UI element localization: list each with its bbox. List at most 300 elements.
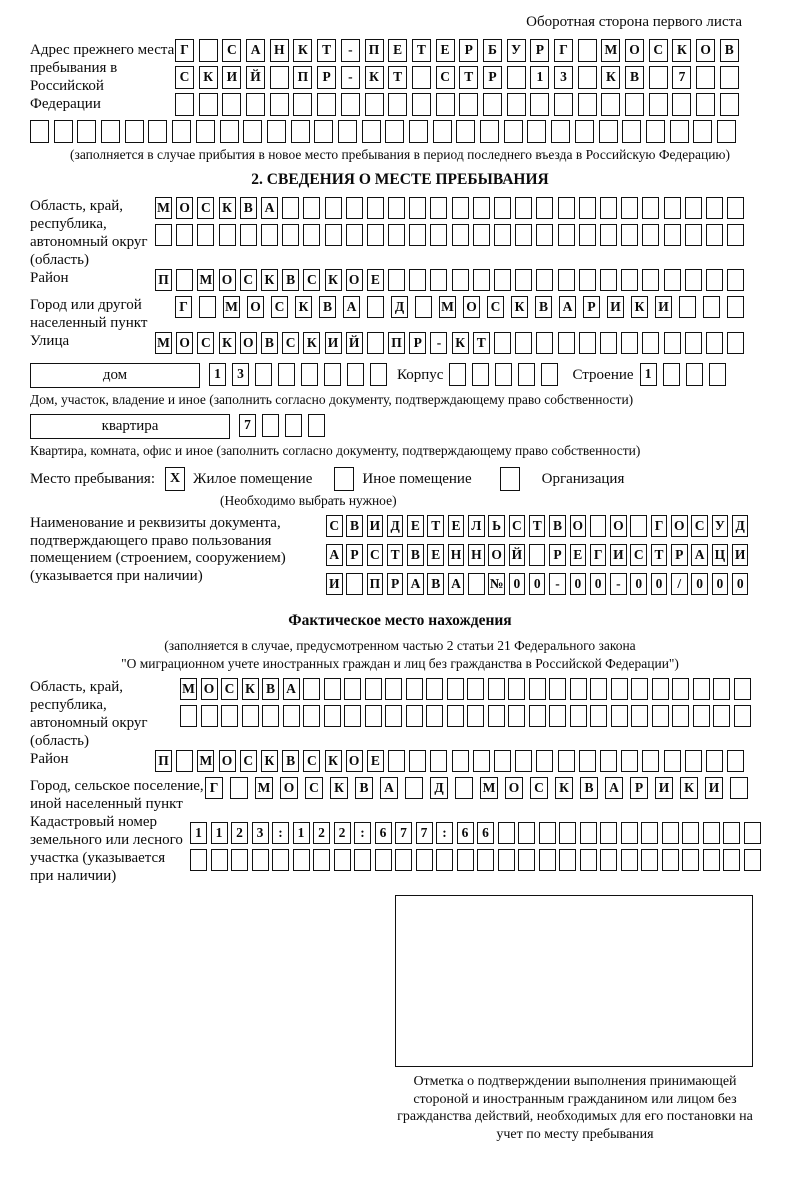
char-cell[interactable]: [641, 822, 658, 844]
char-cell[interactable]: Т: [387, 544, 404, 566]
char-cell[interactable]: К: [219, 332, 236, 354]
char-cell[interactable]: [621, 269, 638, 291]
char-cell[interactable]: [459, 93, 478, 116]
char-cell[interactable]: [488, 678, 505, 700]
char-cell[interactable]: 1: [640, 363, 657, 386]
char-cell[interactable]: [642, 332, 659, 354]
char-cell[interactable]: [685, 224, 702, 246]
char-cell[interactable]: В: [282, 269, 299, 291]
char-cell[interactable]: [508, 678, 525, 700]
char-cell[interactable]: Т: [427, 515, 444, 537]
char-cell[interactable]: [176, 750, 193, 772]
char-cell[interactable]: [696, 93, 715, 116]
char-cell[interactable]: Т: [388, 66, 407, 89]
char-cell[interactable]: [303, 197, 320, 219]
char-cell[interactable]: О: [219, 750, 236, 772]
char-cell[interactable]: 0: [630, 573, 647, 595]
char-cell[interactable]: [412, 66, 431, 89]
char-cell[interactable]: С: [509, 515, 526, 537]
char-cell[interactable]: [231, 849, 248, 871]
char-cell[interactable]: Т: [529, 515, 546, 537]
char-cell[interactable]: Р: [630, 777, 648, 799]
char-cell[interactable]: [409, 750, 426, 772]
char-cell[interactable]: Р: [459, 39, 478, 62]
char-cell[interactable]: [744, 822, 761, 844]
char-cell[interactable]: О: [625, 39, 644, 62]
char-cell[interactable]: [494, 269, 511, 291]
char-cell[interactable]: К: [261, 269, 278, 291]
char-cell[interactable]: М: [155, 332, 172, 354]
char-cell[interactable]: [176, 269, 193, 291]
char-cell[interactable]: [536, 750, 553, 772]
char-cell[interactable]: К: [330, 777, 348, 799]
char-cell[interactable]: [536, 269, 553, 291]
char-cell[interactable]: 7: [395, 822, 412, 844]
char-cell[interactable]: [222, 93, 241, 116]
char-cell[interactable]: К: [303, 332, 320, 354]
char-cell[interactable]: [467, 705, 484, 727]
char-cell[interactable]: А: [605, 777, 623, 799]
char-cell[interactable]: [536, 332, 553, 354]
char-cell[interactable]: О: [570, 515, 587, 537]
char-cell[interactable]: [554, 93, 573, 116]
char-cell[interactable]: [734, 705, 751, 727]
char-cell[interactable]: Б: [483, 39, 502, 62]
char-cell[interactable]: К: [555, 777, 573, 799]
char-cell[interactable]: [515, 750, 532, 772]
char-cell[interactable]: Т: [317, 39, 336, 62]
char-cell[interactable]: [196, 120, 215, 143]
char-cell[interactable]: [507, 66, 526, 89]
char-cell[interactable]: [720, 93, 739, 116]
char-cell[interactable]: [590, 705, 607, 727]
char-cell[interactable]: [344, 678, 361, 700]
char-cell[interactable]: 0: [712, 573, 729, 595]
char-cell[interactable]: [600, 269, 617, 291]
char-cell[interactable]: [642, 224, 659, 246]
char-cell[interactable]: [693, 120, 712, 143]
char-cell[interactable]: Л: [468, 515, 485, 537]
char-cell[interactable]: [664, 332, 681, 354]
char-cell[interactable]: [686, 363, 703, 386]
char-cell[interactable]: [621, 224, 638, 246]
char-cell[interactable]: М: [180, 678, 197, 700]
char-cell[interactable]: 3: [252, 822, 269, 844]
char-cell[interactable]: К: [295, 296, 312, 318]
char-cell[interactable]: [664, 224, 681, 246]
char-cell[interactable]: [447, 678, 464, 700]
char-cell[interactable]: О: [346, 750, 363, 772]
char-cell[interactable]: :: [354, 822, 371, 844]
char-cell[interactable]: И: [367, 515, 384, 537]
char-cell[interactable]: О: [505, 777, 523, 799]
char-cell[interactable]: [578, 93, 597, 116]
char-cell[interactable]: В: [355, 777, 373, 799]
char-cell[interactable]: [529, 678, 546, 700]
char-cell[interactable]: К: [631, 296, 648, 318]
char-cell[interactable]: [559, 849, 576, 871]
char-cell[interactable]: [727, 269, 744, 291]
char-cell[interactable]: [662, 849, 679, 871]
char-cell[interactable]: [600, 822, 617, 844]
char-cell[interactable]: С: [221, 678, 238, 700]
char-cell[interactable]: [457, 849, 474, 871]
char-cell[interactable]: Т: [651, 544, 668, 566]
char-cell[interactable]: [338, 120, 357, 143]
char-cell[interactable]: [646, 120, 665, 143]
char-cell[interactable]: [199, 296, 216, 318]
char-cell[interactable]: [713, 678, 730, 700]
char-cell[interactable]: А: [326, 544, 343, 566]
char-cell[interactable]: [452, 750, 469, 772]
char-cell[interactable]: Г: [175, 39, 194, 62]
char-cell[interactable]: [518, 363, 535, 386]
char-cell[interactable]: [682, 849, 699, 871]
char-cell[interactable]: [693, 678, 710, 700]
char-cell[interactable]: [201, 705, 218, 727]
char-cell[interactable]: [415, 296, 432, 318]
char-cell[interactable]: [679, 296, 696, 318]
char-cell[interactable]: С: [305, 777, 323, 799]
char-cell[interactable]: [558, 197, 575, 219]
char-cell[interactable]: [515, 269, 532, 291]
char-cell[interactable]: [220, 120, 239, 143]
char-cell[interactable]: [125, 120, 144, 143]
char-cell[interactable]: [504, 120, 523, 143]
char-cell[interactable]: Д: [430, 777, 448, 799]
char-cell[interactable]: [473, 197, 490, 219]
char-cell[interactable]: [621, 332, 638, 354]
char-cell[interactable]: /: [671, 573, 688, 595]
char-cell[interactable]: М: [197, 269, 214, 291]
char-cell[interactable]: П: [155, 269, 172, 291]
char-cell[interactable]: [723, 849, 740, 871]
char-cell[interactable]: Т: [412, 39, 431, 62]
char-cell[interactable]: Ц: [712, 544, 729, 566]
char-cell[interactable]: [727, 197, 744, 219]
char-cell[interactable]: [412, 93, 431, 116]
char-cell[interactable]: С: [530, 777, 548, 799]
char-cell[interactable]: [664, 197, 681, 219]
char-cell[interactable]: [436, 849, 453, 871]
char-cell[interactable]: [631, 705, 648, 727]
char-cell[interactable]: [362, 120, 381, 143]
char-cell[interactable]: [313, 849, 330, 871]
char-cell[interactable]: [720, 66, 739, 89]
char-cell[interactable]: 7: [239, 414, 256, 437]
char-cell[interactable]: -: [341, 66, 360, 89]
char-cell[interactable]: [549, 678, 566, 700]
char-cell[interactable]: Р: [409, 332, 426, 354]
char-cell[interactable]: Г: [590, 544, 607, 566]
residential-checkbox[interactable]: X: [165, 467, 185, 491]
char-cell[interactable]: В: [625, 66, 644, 89]
char-cell[interactable]: 1: [209, 363, 226, 386]
char-cell[interactable]: [600, 197, 617, 219]
char-cell[interactable]: [488, 705, 505, 727]
char-cell[interactable]: [426, 678, 443, 700]
char-cell[interactable]: [293, 849, 310, 871]
char-cell[interactable]: [155, 224, 172, 246]
char-cell[interactable]: -: [610, 573, 627, 595]
char-cell[interactable]: [507, 93, 526, 116]
char-cell[interactable]: Р: [549, 544, 566, 566]
char-cell[interactable]: Е: [367, 269, 384, 291]
char-cell[interactable]: А: [283, 678, 300, 700]
char-cell[interactable]: И: [732, 544, 749, 566]
char-cell[interactable]: К: [293, 39, 312, 62]
char-cell[interactable]: О: [610, 515, 627, 537]
char-cell[interactable]: 7: [672, 66, 691, 89]
char-cell[interactable]: [578, 66, 597, 89]
char-cell[interactable]: И: [326, 573, 343, 595]
organization-checkbox[interactable]: [500, 467, 520, 491]
char-cell[interactable]: [734, 678, 751, 700]
char-cell[interactable]: [600, 224, 617, 246]
char-cell[interactable]: [190, 849, 207, 871]
char-cell[interactable]: [365, 705, 382, 727]
char-cell[interactable]: 1: [190, 822, 207, 844]
char-cell[interactable]: 6: [375, 822, 392, 844]
char-cell[interactable]: С: [691, 515, 708, 537]
char-cell[interactable]: [622, 120, 641, 143]
char-cell[interactable]: 7: [416, 822, 433, 844]
char-cell[interactable]: [385, 705, 402, 727]
char-cell[interactable]: И: [705, 777, 723, 799]
char-cell[interactable]: -: [341, 39, 360, 62]
char-cell[interactable]: С: [630, 544, 647, 566]
char-cell[interactable]: [630, 515, 647, 537]
char-cell[interactable]: [578, 39, 597, 62]
char-cell[interactable]: №: [488, 573, 505, 595]
char-cell[interactable]: [559, 822, 576, 844]
char-cell[interactable]: И: [222, 66, 241, 89]
char-cell[interactable]: [197, 224, 214, 246]
char-cell[interactable]: [641, 849, 658, 871]
char-cell[interactable]: [494, 197, 511, 219]
char-cell[interactable]: Д: [391, 296, 408, 318]
char-cell[interactable]: У: [507, 39, 526, 62]
char-cell[interactable]: [325, 197, 342, 219]
char-cell[interactable]: А: [246, 39, 265, 62]
char-cell[interactable]: Р: [387, 573, 404, 595]
char-cell[interactable]: [293, 93, 312, 116]
char-cell[interactable]: С: [303, 269, 320, 291]
char-cell[interactable]: [267, 120, 286, 143]
char-cell[interactable]: Й: [246, 66, 265, 89]
char-cell[interactable]: [600, 849, 617, 871]
char-cell[interactable]: М: [197, 750, 214, 772]
char-cell[interactable]: [515, 224, 532, 246]
char-cell[interactable]: Р: [317, 66, 336, 89]
char-cell[interactable]: П: [293, 66, 312, 89]
char-cell[interactable]: [344, 705, 361, 727]
char-cell[interactable]: [246, 93, 265, 116]
char-cell[interactable]: [452, 224, 469, 246]
char-cell[interactable]: [406, 705, 423, 727]
char-cell[interactable]: О: [219, 269, 236, 291]
char-cell[interactable]: С: [271, 296, 288, 318]
char-cell[interactable]: [176, 224, 193, 246]
char-cell[interactable]: [199, 39, 218, 62]
char-cell[interactable]: О: [346, 269, 363, 291]
char-cell[interactable]: [529, 705, 546, 727]
char-cell[interactable]: О: [280, 777, 298, 799]
char-cell[interactable]: [219, 224, 236, 246]
char-cell[interactable]: Е: [448, 515, 465, 537]
char-cell[interactable]: [447, 705, 464, 727]
char-cell[interactable]: [494, 224, 511, 246]
char-cell[interactable]: 0: [570, 573, 587, 595]
char-cell[interactable]: К: [325, 269, 342, 291]
char-cell[interactable]: М: [255, 777, 273, 799]
char-cell[interactable]: Р: [583, 296, 600, 318]
char-cell[interactable]: С: [326, 515, 343, 537]
char-cell[interactable]: [270, 66, 289, 89]
char-cell[interactable]: [539, 822, 556, 844]
char-cell[interactable]: 1: [211, 822, 228, 844]
char-cell[interactable]: [221, 705, 238, 727]
char-cell[interactable]: [727, 750, 744, 772]
char-cell[interactable]: 6: [457, 822, 474, 844]
char-cell[interactable]: Р: [671, 544, 688, 566]
char-cell[interactable]: К: [365, 66, 384, 89]
char-cell[interactable]: [436, 93, 455, 116]
char-cell[interactable]: А: [343, 296, 360, 318]
char-cell[interactable]: 0: [732, 573, 749, 595]
char-cell[interactable]: [706, 332, 723, 354]
char-cell[interactable]: [631, 678, 648, 700]
char-cell[interactable]: [590, 515, 607, 537]
char-cell[interactable]: [672, 678, 689, 700]
char-cell[interactable]: [652, 705, 669, 727]
char-cell[interactable]: [416, 849, 433, 871]
char-cell[interactable]: [621, 822, 638, 844]
char-cell[interactable]: [696, 66, 715, 89]
char-cell[interactable]: М: [439, 296, 456, 318]
char-cell[interactable]: Р: [346, 544, 363, 566]
char-cell[interactable]: [672, 93, 691, 116]
char-cell[interactable]: С: [303, 750, 320, 772]
char-cell[interactable]: К: [219, 197, 236, 219]
char-cell[interactable]: С: [197, 332, 214, 354]
char-cell[interactable]: [483, 93, 502, 116]
char-cell[interactable]: Е: [427, 544, 444, 566]
char-cell[interactable]: 3: [554, 66, 573, 89]
char-cell[interactable]: [570, 705, 587, 727]
char-cell[interactable]: [579, 269, 596, 291]
char-cell[interactable]: [579, 750, 596, 772]
char-cell[interactable]: [580, 822, 597, 844]
char-cell[interactable]: [473, 750, 490, 772]
char-cell[interactable]: В: [549, 515, 566, 537]
char-cell[interactable]: М: [155, 197, 172, 219]
char-cell[interactable]: В: [407, 544, 424, 566]
char-cell[interactable]: И: [655, 296, 672, 318]
char-cell[interactable]: [303, 224, 320, 246]
char-cell[interactable]: [365, 93, 384, 116]
char-cell[interactable]: [515, 197, 532, 219]
char-cell[interactable]: [261, 224, 278, 246]
char-cell[interactable]: [621, 849, 638, 871]
char-cell[interactable]: [172, 120, 191, 143]
char-cell[interactable]: [713, 705, 730, 727]
char-cell[interactable]: [367, 224, 384, 246]
char-cell[interactable]: [467, 678, 484, 700]
char-cell[interactable]: К: [672, 39, 691, 62]
char-cell[interactable]: 1: [530, 66, 549, 89]
char-cell[interactable]: [642, 269, 659, 291]
char-cell[interactable]: [611, 705, 628, 727]
char-cell[interactable]: [685, 750, 702, 772]
char-cell[interactable]: [621, 750, 638, 772]
char-cell[interactable]: [291, 120, 310, 143]
char-cell[interactable]: [730, 777, 748, 799]
char-cell[interactable]: [494, 750, 511, 772]
char-cell[interactable]: О: [247, 296, 264, 318]
char-cell[interactable]: [693, 705, 710, 727]
char-cell[interactable]: [388, 93, 407, 116]
char-cell[interactable]: А: [448, 573, 465, 595]
char-cell[interactable]: [473, 269, 490, 291]
char-cell[interactable]: [539, 849, 556, 871]
char-cell[interactable]: -: [549, 573, 566, 595]
char-cell[interactable]: Н: [270, 39, 289, 62]
char-cell[interactable]: [575, 120, 594, 143]
char-cell[interactable]: [303, 705, 320, 727]
char-cell[interactable]: 6: [477, 822, 494, 844]
char-cell[interactable]: [270, 93, 289, 116]
char-cell[interactable]: [709, 363, 726, 386]
char-cell[interactable]: [662, 822, 679, 844]
char-cell[interactable]: А: [691, 544, 708, 566]
char-cell[interactable]: [409, 120, 428, 143]
char-cell[interactable]: [663, 363, 680, 386]
char-cell[interactable]: [717, 120, 736, 143]
char-cell[interactable]: [388, 269, 405, 291]
char-cell[interactable]: [262, 414, 279, 437]
char-cell[interactable]: [367, 197, 384, 219]
char-cell[interactable]: [600, 750, 617, 772]
char-cell[interactable]: [285, 414, 302, 437]
char-cell[interactable]: Р: [530, 39, 549, 62]
char-cell[interactable]: [670, 120, 689, 143]
char-cell[interactable]: К: [452, 332, 469, 354]
char-cell[interactable]: А: [380, 777, 398, 799]
char-cell[interactable]: [558, 269, 575, 291]
char-cell[interactable]: [456, 120, 475, 143]
char-cell[interactable]: О: [488, 544, 505, 566]
char-cell[interactable]: [452, 269, 469, 291]
char-cell[interactable]: Е: [388, 39, 407, 62]
char-cell[interactable]: К: [601, 66, 620, 89]
char-cell[interactable]: [211, 849, 228, 871]
char-cell[interactable]: [649, 66, 668, 89]
char-cell[interactable]: [682, 822, 699, 844]
char-cell[interactable]: В: [427, 573, 444, 595]
char-cell[interactable]: [230, 777, 248, 799]
char-cell[interactable]: [518, 822, 535, 844]
char-cell[interactable]: К: [680, 777, 698, 799]
char-cell[interactable]: О: [671, 515, 688, 537]
char-cell[interactable]: И: [610, 544, 627, 566]
char-cell[interactable]: Т: [473, 332, 490, 354]
char-cell[interactable]: Е: [570, 544, 587, 566]
char-cell[interactable]: А: [407, 573, 424, 595]
char-cell[interactable]: [199, 93, 218, 116]
char-cell[interactable]: [388, 750, 405, 772]
char-cell[interactable]: Д: [387, 515, 404, 537]
